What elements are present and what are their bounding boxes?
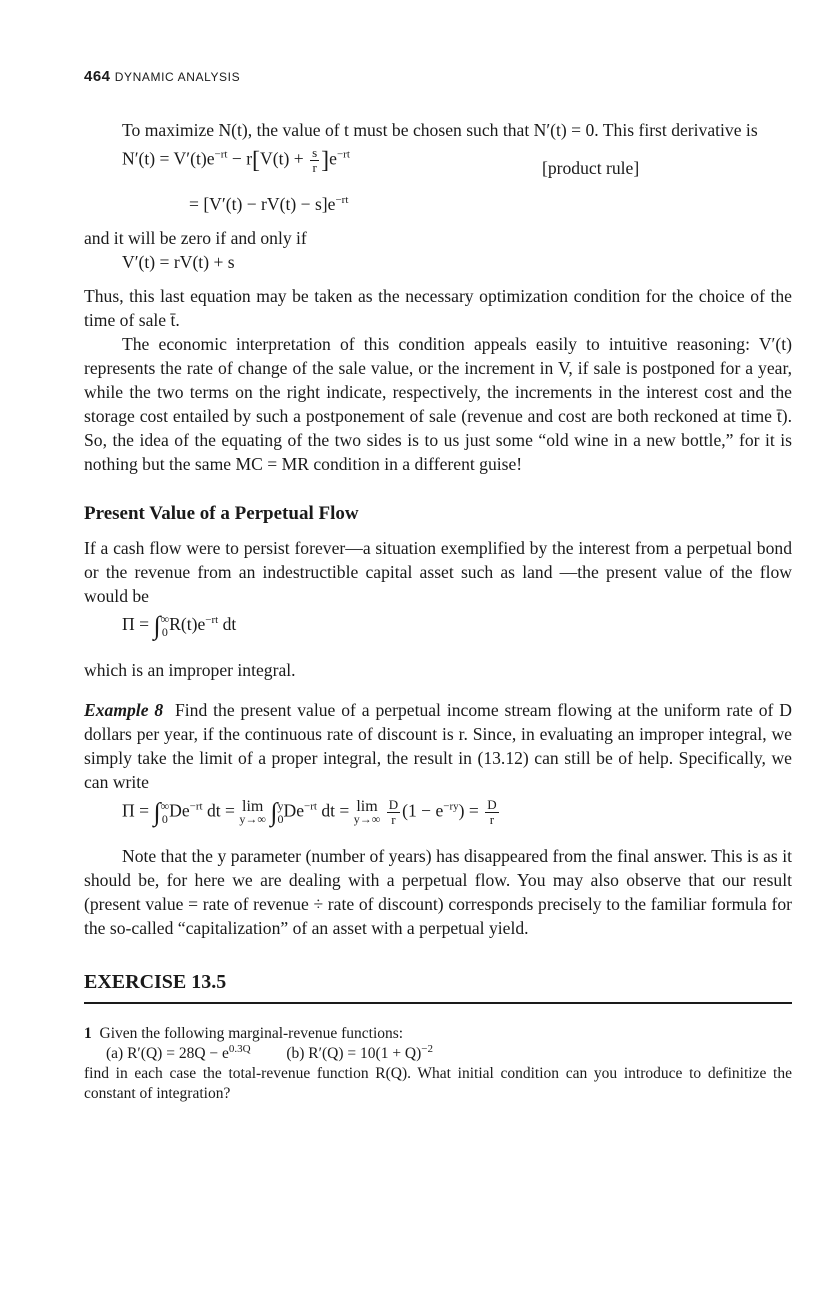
res-num: D	[487, 797, 497, 812]
eq5-body1: De	[169, 800, 190, 821]
eq2-exp: −rt	[335, 194, 349, 207]
eq5-paren: (1 − e	[402, 800, 444, 821]
integral-limits	[161, 613, 170, 639]
upper-limit: ∞	[160, 611, 170, 626]
eq5-body2: De	[283, 800, 304, 821]
example-text: Find the present value of a perpetual income stream flowing at the uniform rate of D dollars per year, if the continuous rate of discount is r. Since, in evaluating an improper integral, we simply take the limit of a proper integral, the result in (13.12) can still be of help. Specifically, we can write	[84, 700, 793, 792]
exercise-intro-line	[84, 1024, 792, 1044]
eq4-dt: dt	[218, 614, 237, 634]
eq3-text: V′(t) = rV(t) + s	[122, 252, 235, 272]
frac-d-num: D	[388, 797, 399, 812]
integral-sign-2: ∫	[270, 797, 278, 827]
lim-sub-2: y→∞	[353, 812, 381, 826]
lim-sub-1: y→∞	[239, 812, 266, 826]
frac-den: r	[312, 160, 317, 175]
paragraph-note: Note that the y parameter (number of years) has disappeared from the final answer. This is as it should be, for here we are dealing with a perpetual flow. You may also observe that our result (present value = rate of revenue ÷ rate of discount) corresponds precisely to the familiar formula for the so-called “capitalization” of an asset with a perpetual yield.	[84, 846, 792, 938]
part-a-exp: 0.3Q	[228, 1042, 251, 1055]
equation-simplified	[189, 192, 792, 226]
section-title: Present Value of a Perpetual Flow	[84, 503, 359, 524]
eq1-inner: V(t) +	[260, 148, 309, 169]
frac-num: s	[312, 145, 318, 160]
paragraph-optimization: Thus, this last equation may be taken as the necessary optimization condition for the choice of the time of sale t̄.	[84, 286, 792, 330]
eq5-dt2: dt =	[316, 800, 354, 821]
eq5-lhs: Π =	[122, 800, 154, 821]
exercise-title: EXERCISE 13.5	[84, 971, 227, 993]
page-body	[84, 118, 792, 1104]
equation-perpetual-result	[122, 798, 792, 844]
equation-first-derivative	[122, 146, 792, 192]
upper-limit-2: y	[277, 798, 284, 813]
exercise-question: find in each case the total-revenue function R(Q). What initial condition can you introduce to definitize the constant of integration?	[84, 1065, 792, 1102]
exercise-intro: Given the following marginal-revenue functions:	[99, 1025, 404, 1042]
eq5-exp3: −ry	[443, 800, 459, 813]
fraction-d-over-r	[387, 798, 400, 827]
part-b-exp: −2	[421, 1042, 434, 1055]
part-b: (b) R′(Q) = 10(1 + Q)	[286, 1045, 422, 1062]
fraction-result	[485, 798, 498, 827]
running-title: DYNAMIC ANALYSIS	[114, 70, 241, 84]
paragraph-improper: which is an improper integral.	[84, 660, 296, 680]
eq4-body: R(t)e	[169, 614, 206, 634]
left-bracket: [	[252, 147, 261, 174]
fraction-s-over-r	[310, 146, 319, 175]
example-label: Example 8	[84, 700, 164, 720]
lower-limit: 0	[161, 624, 168, 639]
product-rule-tag: [product rule]	[542, 158, 640, 178]
exercise-item-1	[84, 1024, 792, 1104]
equation-condition	[122, 250, 792, 284]
exercise-rule	[84, 1002, 792, 1004]
equation-present-value	[122, 612, 792, 658]
eq1-exp1: −rt	[214, 148, 228, 161]
right-bracket: ]	[321, 147, 330, 174]
paragraph-interpretation: The economic interpretation of this condition appeals easily to intuitive reasoning: V′(t) represents the rate of change of the sale value, or the increment in V, if sale is postponed for a year, while the two terms on the right indicate, respectively, the increments in the interest cost and the storage cost entailed by such a postponement of sale (revenue and cost are both reckoned at time t̄). So, the idea of the equating of the two sides is to us just some “old wine in a new bottle,” for it is nothing but the same MC = MR condition in a different guise!	[84, 334, 792, 474]
eq5-exp2: −rt	[304, 800, 317, 813]
paragraph-example	[84, 698, 792, 794]
eq5-exp1: −rt	[189, 800, 203, 813]
eq1-mid: − r	[227, 148, 253, 169]
limit-2	[354, 799, 381, 826]
eq1-tail: e	[329, 148, 337, 169]
paragraph-maximize: To maximize N(t), the value of t must be chosen such that N′(t) = 0. This first derivative is	[122, 120, 758, 140]
eq5-dt1: dt =	[202, 800, 240, 821]
eq2-text: = [V′(t) − rV(t) − s]e	[189, 194, 336, 214]
eq4-exp: −rt	[205, 614, 219, 627]
integral-limits-1	[161, 800, 170, 826]
page-number: 464	[84, 68, 111, 85]
eq1-exp2: −rt	[336, 148, 350, 161]
eq5-close: ) =	[458, 800, 484, 821]
exercise-parts	[106, 1044, 792, 1064]
res-den: r	[489, 812, 495, 827]
paragraph-perpetual: If a cash flow were to persist forever—a situation exemplified by the interest from a perpetual bond or the revenue from an indestructible capital asset such as land —the present value of the flow would be	[84, 538, 792, 606]
upper-limit-1: ∞	[160, 798, 170, 813]
eq1-lhs: N′(t) = V′(t)e	[122, 148, 215, 169]
paragraph-zero-condition: and it will be zero if and only if	[84, 228, 307, 248]
part-a: (a) R′(Q) = 28Q − e	[106, 1045, 229, 1062]
limit-1	[239, 799, 266, 826]
lower-limit-2: 0	[277, 811, 284, 826]
lower-limit-1: 0	[161, 811, 168, 826]
frac-d-den: r	[391, 812, 396, 827]
page-header	[84, 68, 240, 86]
integral-sign-1: ∫	[153, 797, 161, 827]
eq4-lhs: Π =	[122, 614, 154, 634]
lim-word-1: lim	[242, 798, 264, 815]
integral-sign: ∫	[153, 610, 161, 640]
exercise-number: 1	[84, 1025, 92, 1042]
lim-word-2: lim	[356, 798, 378, 815]
